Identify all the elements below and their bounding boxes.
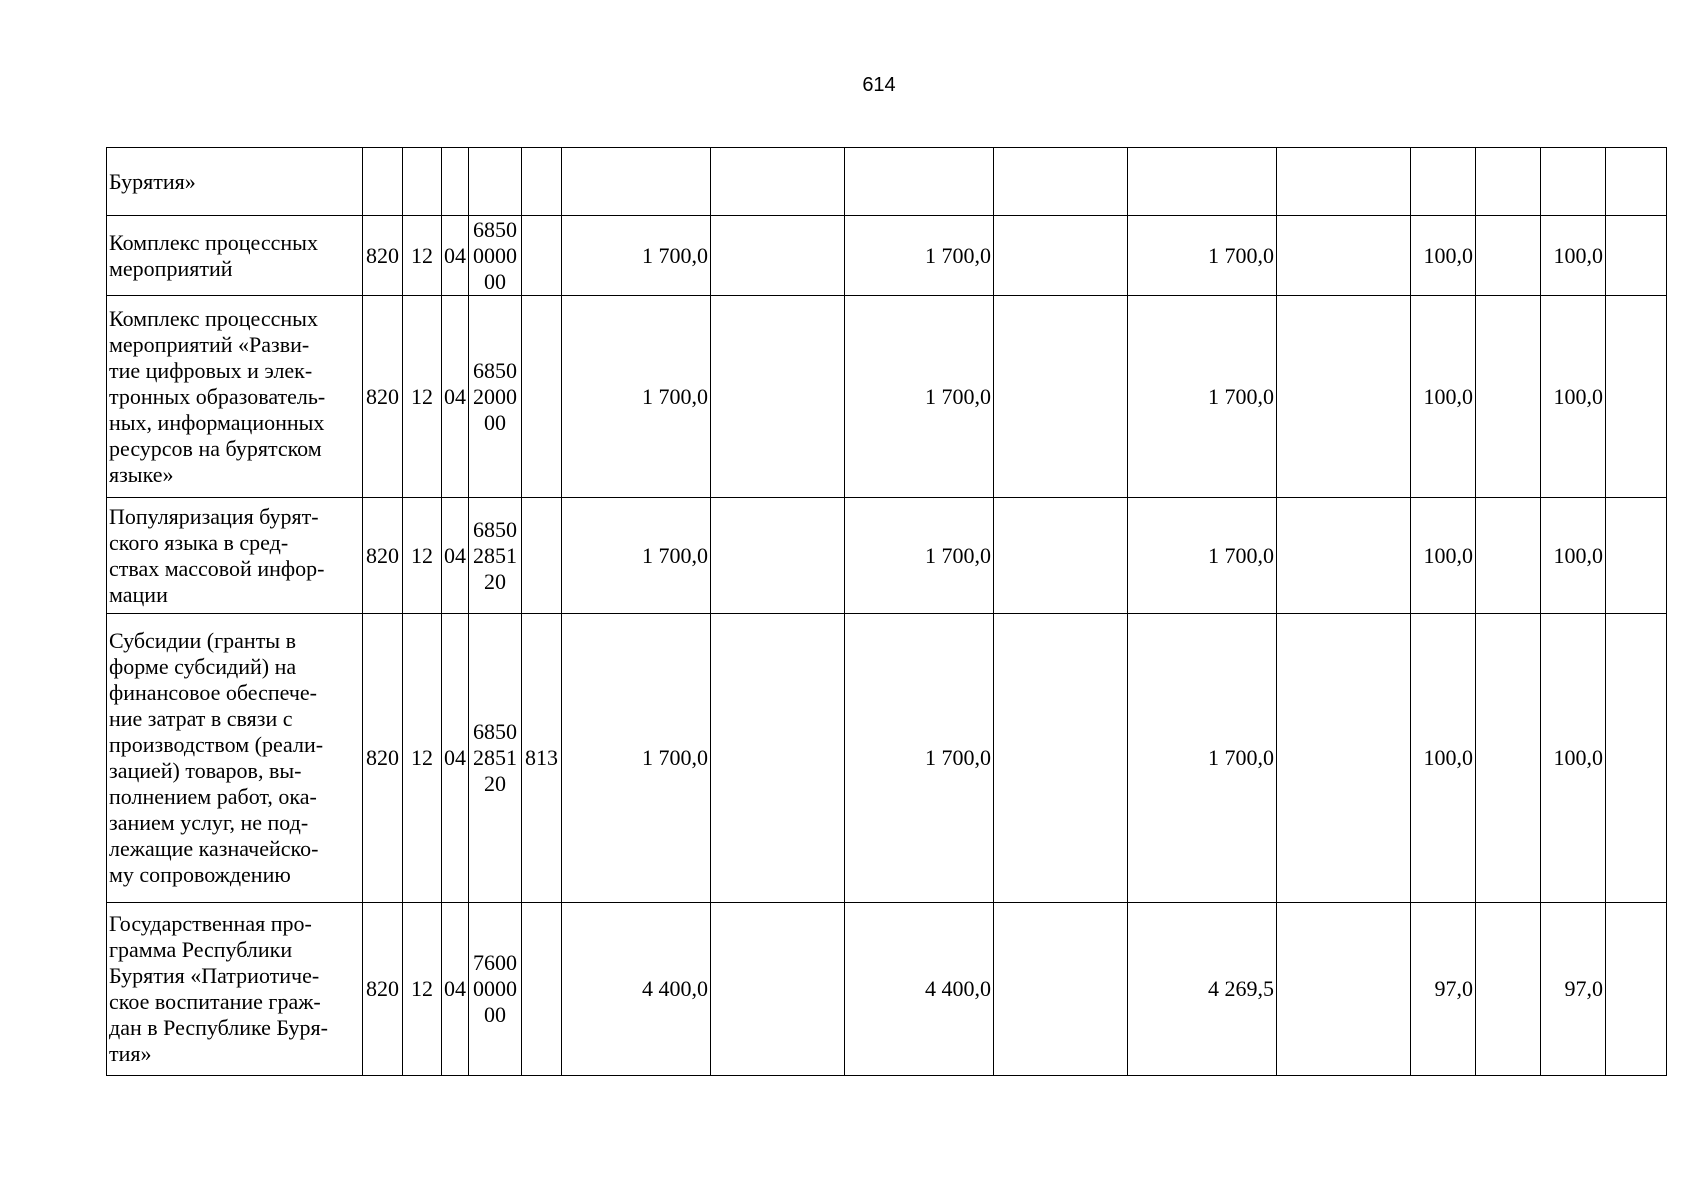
- percent-2-cell: 97,0: [1541, 903, 1606, 1076]
- empty-cell: [1476, 614, 1541, 903]
- expense-type-cell: [522, 296, 562, 498]
- empty-cell: [1476, 296, 1541, 498]
- empty-cell: [711, 498, 845, 614]
- empty-cell: [994, 498, 1128, 614]
- target-article-cell: 6850 2000 00: [469, 296, 522, 498]
- table-row: [107, 216, 1667, 296]
- empty-cell: [1476, 148, 1541, 216]
- empty-cell: [1476, 216, 1541, 296]
- expense-type-cell: [522, 903, 562, 1076]
- empty-cell: [1606, 903, 1667, 1076]
- empty-cell: [1277, 614, 1411, 903]
- amount-2-cell: 4 400,0: [845, 903, 994, 1076]
- row-name-cell: Комплекс процессных мероприятий «Разви- тие цифровых и элек- тронных образователь- ных, информационных ресурсов на бурятском языке»: [107, 296, 363, 498]
- empty-cell: [1277, 148, 1411, 216]
- table-row: [107, 296, 1667, 498]
- ministry-code-cell: 820: [363, 903, 403, 1076]
- subsection-code-cell: 04: [442, 498, 469, 614]
- empty-cell: [994, 216, 1128, 296]
- empty-cell: [711, 296, 845, 498]
- expense-type-cell: [522, 216, 562, 296]
- percent-1-cell: 100,0: [1411, 296, 1476, 498]
- amount-3-cell: 1 700,0: [1128, 216, 1277, 296]
- table-row: [107, 498, 1667, 614]
- row-name-cell: Бурятия»: [107, 148, 363, 216]
- row-name-cell: Комплекс процессных мероприятий: [107, 216, 363, 296]
- section-code-cell: 12: [403, 216, 442, 296]
- expense-type-cell: [522, 498, 562, 614]
- subsection-code-cell: 04: [442, 216, 469, 296]
- amount-2-cell: 1 700,0: [845, 498, 994, 614]
- amount-1-cell: [562, 148, 711, 216]
- empty-cell: [1277, 216, 1411, 296]
- percent-2-cell: [1541, 148, 1606, 216]
- empty-cell: [1277, 296, 1411, 498]
- empty-cell: [994, 296, 1128, 498]
- subsection-code-cell: 04: [442, 614, 469, 903]
- amount-3-cell: 1 700,0: [1128, 614, 1277, 903]
- section-code-cell: 12: [403, 296, 442, 498]
- subsection-code-cell: 04: [442, 296, 469, 498]
- ministry-code-cell: 820: [363, 216, 403, 296]
- amount-1-cell: 1 700,0: [562, 296, 711, 498]
- target-article-cell: [469, 148, 522, 216]
- empty-cell: [711, 614, 845, 903]
- empty-cell: [1606, 216, 1667, 296]
- empty-cell: [1476, 903, 1541, 1076]
- row-name-cell: Субсидии (гранты в форме субсидий) на финансовое обеспече- ние затрат в связи с производством (реали- зацией) товаров, вы- полнением работ, ока- занием услуг, не под- лежащие казначейско- му сопровождению: [107, 614, 363, 903]
- percent-2-cell: 100,0: [1541, 498, 1606, 614]
- amount-1-cell: 4 400,0: [562, 903, 711, 1076]
- empty-cell: [1277, 498, 1411, 614]
- amount-2-cell: 1 700,0: [845, 614, 994, 903]
- ministry-code-cell: [363, 148, 403, 216]
- target-article-cell: 7600 0000 00: [469, 903, 522, 1076]
- amount-1-cell: 1 700,0: [562, 498, 711, 614]
- empty-cell: [711, 216, 845, 296]
- empty-cell: [994, 903, 1128, 1076]
- percent-1-cell: [1411, 148, 1476, 216]
- amount-2-cell: 1 700,0: [845, 216, 994, 296]
- amount-1-cell: 1 700,0: [562, 614, 711, 903]
- percent-2-cell: 100,0: [1541, 296, 1606, 498]
- empty-cell: [1606, 498, 1667, 614]
- expense-type-cell: 813: [522, 614, 562, 903]
- empty-cell: [711, 903, 845, 1076]
- expense-type-cell: [522, 148, 562, 216]
- amount-2-cell: [845, 148, 994, 216]
- empty-cell: [711, 148, 845, 216]
- empty-cell: [994, 614, 1128, 903]
- budget-table: [106, 147, 1667, 1076]
- table-row: [107, 903, 1667, 1076]
- section-code-cell: 12: [403, 498, 442, 614]
- subsection-code-cell: 04: [442, 903, 469, 1076]
- section-code-cell: 12: [403, 614, 442, 903]
- percent-2-cell: 100,0: [1541, 614, 1606, 903]
- row-name-cell: Популяризация бурят- ского языка в сред- ствах массовой инфор- мации: [107, 498, 363, 614]
- percent-2-cell: 100,0: [1541, 216, 1606, 296]
- percent-1-cell: 100,0: [1411, 216, 1476, 296]
- amount-3-cell: 1 700,0: [1128, 296, 1277, 498]
- ministry-code-cell: 820: [363, 498, 403, 614]
- section-code-cell: [403, 148, 442, 216]
- empty-cell: [1277, 903, 1411, 1076]
- amount-1-cell: 1 700,0: [562, 216, 711, 296]
- subsection-code-cell: [442, 148, 469, 216]
- table-row: [107, 148, 1667, 216]
- empty-cell: [1606, 148, 1667, 216]
- amount-2-cell: 1 700,0: [845, 296, 994, 498]
- empty-cell: [1606, 614, 1667, 903]
- ministry-code-cell: 820: [363, 614, 403, 903]
- target-article-cell: 6850 2851 20: [469, 498, 522, 614]
- table-row: [107, 614, 1667, 903]
- amount-3-cell: 1 700,0: [1128, 498, 1277, 614]
- row-name-cell: Государственная про- грамма Республики Бурятия «Патриотиче- ское воспитание граж- дан в Республике Буря- тия»: [107, 903, 363, 1076]
- target-article-cell: 6850 0000 00: [469, 216, 522, 296]
- amount-3-cell: [1128, 148, 1277, 216]
- ministry-code-cell: 820: [363, 296, 403, 498]
- percent-1-cell: 100,0: [1411, 498, 1476, 614]
- amount-3-cell: 4 269,5: [1128, 903, 1277, 1076]
- empty-cell: [1476, 498, 1541, 614]
- percent-1-cell: 100,0: [1411, 614, 1476, 903]
- section-code-cell: 12: [403, 903, 442, 1076]
- page-number: 614: [862, 74, 896, 96]
- target-article-cell: 6850 2851 20: [469, 614, 522, 903]
- percent-1-cell: 97,0: [1411, 903, 1476, 1076]
- empty-cell: [994, 148, 1128, 216]
- empty-cell: [1606, 296, 1667, 498]
